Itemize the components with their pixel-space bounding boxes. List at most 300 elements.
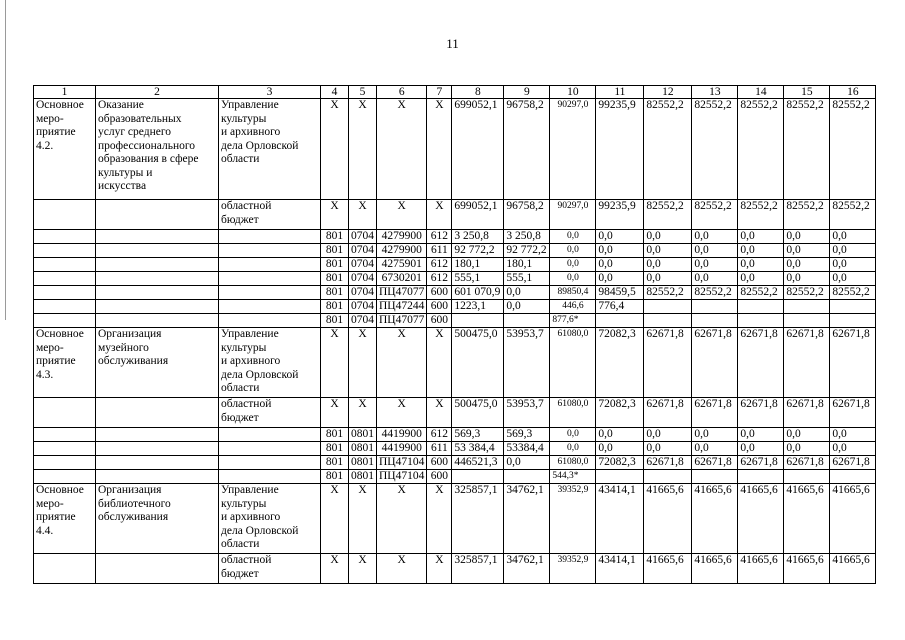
header-col-14: 14 [738,86,784,99]
empty-cell [96,554,219,584]
header-col-8: 8 [452,86,504,99]
header-col-4: 4 [321,86,349,99]
detail-value-col-6: 4419900 [377,428,427,442]
detail-row [34,230,876,244]
header-col-10: 10 [550,86,596,99]
empty-cell [96,470,219,484]
measure-value-col-14: 82552,2 [738,99,784,200]
empty-cell [34,554,96,584]
measure-value-col-11: 43414,1 [596,484,644,554]
detail-value-col-10: 0,0 [550,230,596,244]
measure-value-col-12: 82552,2 [644,99,692,200]
measure-label: Основное меро- приятие 4.3. [34,328,96,398]
budget-value-col-5: X [349,554,377,584]
empty-cell [96,244,219,258]
detail-value-col-12 [644,300,692,314]
detail-value-col-6: ПЦ47077 [377,286,427,300]
empty-cell [96,300,219,314]
note-value-col-13 [692,470,738,484]
detail-value-col-4: 801 [321,428,349,442]
note-value-col-6: ПЦ47104 [377,470,427,484]
measure-value-col-5: X [349,484,377,554]
budget-value-col-6: X [377,200,427,230]
detail-value-col-6: 4279900 [377,230,427,244]
empty-cell [34,244,96,258]
detail-row [34,428,876,442]
budget-value-col-9: 53953,7 [504,398,550,428]
detail-value-col-9: 0,0 [504,300,550,314]
detail-value-col-11: 72082,3 [596,456,644,470]
detail-value-col-7: 612 [427,272,452,286]
detail-value-col-8: 3 250,8 [452,230,504,244]
measure-value-col-9: 34762,1 [504,484,550,554]
detail-value-col-16: 82552,2 [830,286,876,300]
header-col-7: 7 [427,86,452,99]
note-value-col-14 [738,314,784,328]
detail-value-col-16: 0,0 [830,230,876,244]
detail-value-col-11: 0,0 [596,272,644,286]
empty-cell [34,272,96,286]
detail-value-col-10: 0,0 [550,258,596,272]
detail-value-col-15: 82552,2 [784,286,830,300]
measure-value-col-13: 41665,6 [692,484,738,554]
detail-value-col-16: 0,0 [830,428,876,442]
detail-value-col-9: 0,0 [504,456,550,470]
detail-value-col-15: 0,0 [784,272,830,286]
detail-value-col-11: 98459,5 [596,286,644,300]
detail-value-col-5: 0801 [349,456,377,470]
detail-value-col-14: 0,0 [738,244,784,258]
detail-value-col-6: 6730201 [377,272,427,286]
budget-source-row [34,554,876,584]
detail-value-col-11: 776,4 [596,300,644,314]
budget-value-col-14: 41665,6 [738,554,784,584]
detail-value-col-13: 0,0 [692,244,738,258]
budget-value-col-7: X [427,200,452,230]
measure-value-col-15: 41665,6 [784,484,830,554]
detail-value-col-10: 0,0 [550,272,596,286]
detail-value-col-4: 801 [321,300,349,314]
measure-name: Организация музейного обслуживания [96,328,219,398]
detail-row [34,286,876,300]
empty-cell [34,230,96,244]
detail-value-col-12: 0,0 [644,442,692,456]
measure-row [34,484,876,554]
detail-value-col-13 [692,300,738,314]
note-value-col-5: 0801 [349,470,377,484]
empty-cell [34,428,96,442]
detail-value-col-11: 0,0 [596,230,644,244]
header-col-16: 16 [830,86,876,99]
empty-cell [96,230,219,244]
empty-cell [34,442,96,456]
detail-value-col-9: 92 772,2 [504,244,550,258]
measure-value-col-13: 62671,8 [692,328,738,398]
note-value-col-5: 0704 [349,314,377,328]
executor-name: Управление культуры и архивного дела Орловской области [219,484,321,554]
budget-value-col-11: 99235,9 [596,200,644,230]
header-col-6: 6 [377,86,427,99]
empty-cell [34,456,96,470]
empty-cell [96,456,219,470]
note-value-col-16 [830,470,876,484]
detail-value-col-14: 0,0 [738,258,784,272]
note-row [34,470,876,484]
detail-value-col-14: 0,0 [738,442,784,456]
detail-value-col-4: 801 [321,286,349,300]
empty-cell [219,314,321,328]
empty-cell [96,286,219,300]
detail-value-col-15: 0,0 [784,244,830,258]
detail-row [34,456,876,470]
empty-cell [219,272,321,286]
detail-value-col-5: 0704 [349,258,377,272]
budget-table [33,85,876,584]
note-value-col-10: 877,6* [550,314,596,328]
note-row [34,314,876,328]
budget-value-col-12: 62671,8 [644,398,692,428]
detail-value-col-13: 0,0 [692,230,738,244]
budget-value-col-9: 34762,1 [504,554,550,584]
detail-value-col-8: 180,1 [452,258,504,272]
detail-value-col-9: 3 250,8 [504,230,550,244]
detail-value-col-7: 611 [427,442,452,456]
budget-value-col-14: 62671,8 [738,398,784,428]
detail-value-col-8: 569,3 [452,428,504,442]
measure-value-col-16: 82552,2 [830,99,876,200]
note-value-col-15 [784,314,830,328]
measure-row [34,99,876,200]
note-value-col-8 [452,470,504,484]
header-col-11: 11 [596,86,644,99]
detail-value-col-5: 0801 [349,442,377,456]
header-col-12: 12 [644,86,692,99]
note-value-col-6: ПЦ47077 [377,314,427,328]
measure-value-col-12: 41665,6 [644,484,692,554]
budget-value-col-9: 96758,2 [504,200,550,230]
budget-value-col-13: 82552,2 [692,200,738,230]
budget-value-col-8: 325857,1 [452,554,504,584]
budget-value-col-7: X [427,554,452,584]
detail-value-col-5: 0801 [349,428,377,442]
detail-value-col-13: 82552,2 [692,286,738,300]
detail-value-col-12: 62671,8 [644,456,692,470]
detail-value-col-15: 0,0 [784,230,830,244]
measure-value-col-16: 41665,6 [830,484,876,554]
detail-value-col-8: 1223,1 [452,300,504,314]
note-value-col-11 [596,470,644,484]
measure-value-col-10: 61080,0 [550,328,596,398]
measure-value-col-6: X [377,484,427,554]
detail-value-col-16: 0,0 [830,244,876,258]
budget-source: областной бюджет [219,554,321,584]
budget-value-col-12: 41665,6 [644,554,692,584]
detail-value-col-14: 82552,2 [738,286,784,300]
detail-value-col-14: 0,0 [738,230,784,244]
detail-value-col-5: 0704 [349,272,377,286]
budget-value-col-4: X [321,398,349,428]
detail-value-col-4: 801 [321,442,349,456]
detail-row [34,300,876,314]
measure-value-col-15: 62671,8 [784,328,830,398]
detail-value-col-4: 801 [321,230,349,244]
measure-value-col-12: 62671,8 [644,328,692,398]
budget-source-row [34,398,876,428]
detail-value-col-7: 612 [427,258,452,272]
budget-value-col-16: 41665,6 [830,554,876,584]
detail-value-col-4: 801 [321,272,349,286]
detail-value-col-13: 0,0 [692,428,738,442]
note-value-col-14 [738,470,784,484]
measure-value-col-10: 39352,9 [550,484,596,554]
note-value-col-12 [644,470,692,484]
empty-cell [219,230,321,244]
empty-cell [219,456,321,470]
empty-cell [219,286,321,300]
measure-value-col-7: X [427,484,452,554]
budget-value-col-5: X [349,200,377,230]
measure-value-col-4: X [321,484,349,554]
measure-value-col-11: 72082,3 [596,328,644,398]
detail-value-col-10: 0,0 [550,442,596,456]
budget-value-col-10: 39352,9 [550,554,596,584]
budget-value-col-15: 62671,8 [784,398,830,428]
detail-value-col-12: 0,0 [644,258,692,272]
budget-value-col-16: 82552,2 [830,200,876,230]
detail-value-col-4: 801 [321,244,349,258]
note-value-col-13 [692,314,738,328]
header-col-2: 2 [96,86,219,99]
empty-cell [96,442,219,456]
budget-value-col-12: 82552,2 [644,200,692,230]
measure-value-col-14: 62671,8 [738,328,784,398]
budget-value-col-13: 62671,8 [692,398,738,428]
measure-value-col-9: 96758,2 [504,99,550,200]
budget-value-col-11: 43414,1 [596,554,644,584]
empty-cell [96,200,219,230]
empty-cell [96,314,219,328]
detail-value-col-9: 555,1 [504,272,550,286]
measure-label: Основное меро- приятие 4.2. [34,99,96,200]
detail-value-col-16: 0,0 [830,258,876,272]
detail-value-col-15 [784,300,830,314]
budget-source: областной бюджет [219,200,321,230]
detail-value-col-12: 0,0 [644,428,692,442]
detail-row [34,442,876,456]
empty-cell [219,470,321,484]
detail-value-col-11: 0,0 [596,442,644,456]
detail-value-col-4: 801 [321,258,349,272]
detail-value-col-5: 0704 [349,300,377,314]
detail-value-col-10: 89850,4 [550,286,596,300]
detail-value-col-16: 62671,8 [830,456,876,470]
detail-value-col-7: 600 [427,456,452,470]
detail-value-col-6: ПЦ47104 [377,456,427,470]
measure-value-col-10: 90297,0 [550,99,596,200]
detail-value-col-6: 4275901 [377,258,427,272]
note-value-col-10: 544,3* [550,470,596,484]
header-col-3: 3 [219,86,321,99]
detail-row [34,272,876,286]
measure-value-col-7: X [427,328,452,398]
budget-value-col-4: X [321,554,349,584]
measure-value-col-8: 699052,1 [452,99,504,200]
measure-value-col-8: 500475,0 [452,328,504,398]
detail-value-col-11: 0,0 [596,258,644,272]
measure-value-col-16: 62671,8 [830,328,876,398]
detail-value-col-8: 53 384,4 [452,442,504,456]
header-row [34,86,876,99]
measure-value-col-11: 99235,9 [596,99,644,200]
budget-value-col-8: 699052,1 [452,200,504,230]
detail-value-col-9: 0,0 [504,286,550,300]
detail-value-col-8: 601 070,9 [452,286,504,300]
note-value-col-7: 600 [427,470,452,484]
measure-value-col-6: X [377,328,427,398]
budget-value-col-13: 41665,6 [692,554,738,584]
detail-value-col-13: 0,0 [692,272,738,286]
measure-value-col-6: X [377,99,427,200]
empty-cell [34,258,96,272]
detail-value-col-11: 0,0 [596,244,644,258]
budget-value-col-6: X [377,554,427,584]
budget-value-col-16: 62671,8 [830,398,876,428]
detail-row [34,244,876,258]
detail-value-col-9: 569,3 [504,428,550,442]
detail-value-col-7: 600 [427,286,452,300]
empty-cell [96,258,219,272]
budget-value-col-14: 82552,2 [738,200,784,230]
budget-value-col-5: X [349,398,377,428]
detail-value-col-6: 4279900 [377,244,427,258]
detail-value-col-14: 62671,8 [738,456,784,470]
measure-value-col-14: 41665,6 [738,484,784,554]
detail-value-col-13: 62671,8 [692,456,738,470]
detail-value-col-11: 0,0 [596,428,644,442]
measure-value-col-9: 53953,7 [504,328,550,398]
measure-value-col-4: X [321,99,349,200]
detail-value-col-5: 0704 [349,230,377,244]
empty-cell [219,428,321,442]
detail-value-col-7: 600 [427,300,452,314]
detail-value-col-9: 53384,4 [504,442,550,456]
detail-value-col-15: 0,0 [784,428,830,442]
budget-source-row [34,200,876,230]
budget-value-col-10: 61080,0 [550,398,596,428]
empty-cell [34,300,96,314]
detail-value-col-15: 0,0 [784,442,830,456]
measure-value-col-13: 82552,2 [692,99,738,200]
detail-value-col-14: 0,0 [738,272,784,286]
empty-cell [34,398,96,428]
note-value-col-4: 801 [321,470,349,484]
note-value-col-15 [784,470,830,484]
measure-name: Оказание образовательных услуг среднего профессионального образования в сфере культуры и искусства [96,99,219,200]
measure-label: Основное меро- приятие 4.4. [34,484,96,554]
empty-cell [34,314,96,328]
header-col-9: 9 [504,86,550,99]
empty-cell [96,428,219,442]
detail-value-col-5: 0704 [349,244,377,258]
detail-value-col-8: 446521,3 [452,456,504,470]
measure-value-col-4: X [321,328,349,398]
detail-value-col-7: 611 [427,244,452,258]
detail-value-col-6: 4419900 [377,442,427,456]
note-value-col-7: 600 [427,314,452,328]
budget-source: областной бюджет [219,398,321,428]
detail-value-col-13: 0,0 [692,442,738,456]
executor-name: Управление культуры и архивного дела Орловской области [219,99,321,200]
empty-cell [96,398,219,428]
empty-cell [219,244,321,258]
detail-value-col-10: 0,0 [550,244,596,258]
measure-value-col-5: X [349,99,377,200]
detail-value-col-10: 446,6 [550,300,596,314]
measure-value-col-5: X [349,328,377,398]
measure-value-col-15: 82552,2 [784,99,830,200]
detail-value-col-10: 61080,0 [550,456,596,470]
note-value-col-9 [504,314,550,328]
detail-value-col-6: ПЦ47244 [377,300,427,314]
empty-cell [219,442,321,456]
measure-row [34,328,876,398]
detail-value-col-7: 612 [427,230,452,244]
detail-value-col-12: 82552,2 [644,286,692,300]
header-col-13: 13 [692,86,738,99]
detail-value-col-16: 0,0 [830,272,876,286]
header-col-15: 15 [784,86,830,99]
measure-name: Организация библиотечного обслуживания [96,484,219,554]
budget-value-col-4: X [321,200,349,230]
executor-name: Управление культуры и архивного дела Орловской области [219,328,321,398]
detail-value-col-12: 0,0 [644,244,692,258]
budget-value-col-11: 72082,3 [596,398,644,428]
detail-value-col-8: 92 772,2 [452,244,504,258]
detail-value-col-12: 0,0 [644,272,692,286]
detail-value-col-14: 0,0 [738,428,784,442]
empty-cell [34,286,96,300]
note-value-col-16 [830,314,876,328]
empty-cell [219,300,321,314]
detail-value-col-16: 0,0 [830,442,876,456]
note-value-col-9 [504,470,550,484]
detail-row [34,258,876,272]
detail-value-col-15: 62671,8 [784,456,830,470]
note-value-col-8 [452,314,504,328]
budget-value-col-8: 500475,0 [452,398,504,428]
note-value-col-4: 801 [321,314,349,328]
empty-cell [219,258,321,272]
detail-value-col-13: 0,0 [692,258,738,272]
detail-value-col-5: 0704 [349,286,377,300]
budget-value-col-6: X [377,398,427,428]
detail-value-col-9: 180,1 [504,258,550,272]
measure-value-col-8: 325857,1 [452,484,504,554]
detail-value-col-15: 0,0 [784,258,830,272]
detail-value-col-4: 801 [321,456,349,470]
budget-value-col-15: 82552,2 [784,200,830,230]
empty-cell [34,200,96,230]
budget-value-col-7: X [427,398,452,428]
budget-value-col-15: 41665,6 [784,554,830,584]
detail-value-col-12: 0,0 [644,230,692,244]
header-col-5: 5 [349,86,377,99]
empty-cell [34,470,96,484]
detail-value-col-10: 0,0 [550,428,596,442]
detail-value-col-7: 612 [427,428,452,442]
detail-value-col-14 [738,300,784,314]
page-number: 11 [446,36,459,51]
